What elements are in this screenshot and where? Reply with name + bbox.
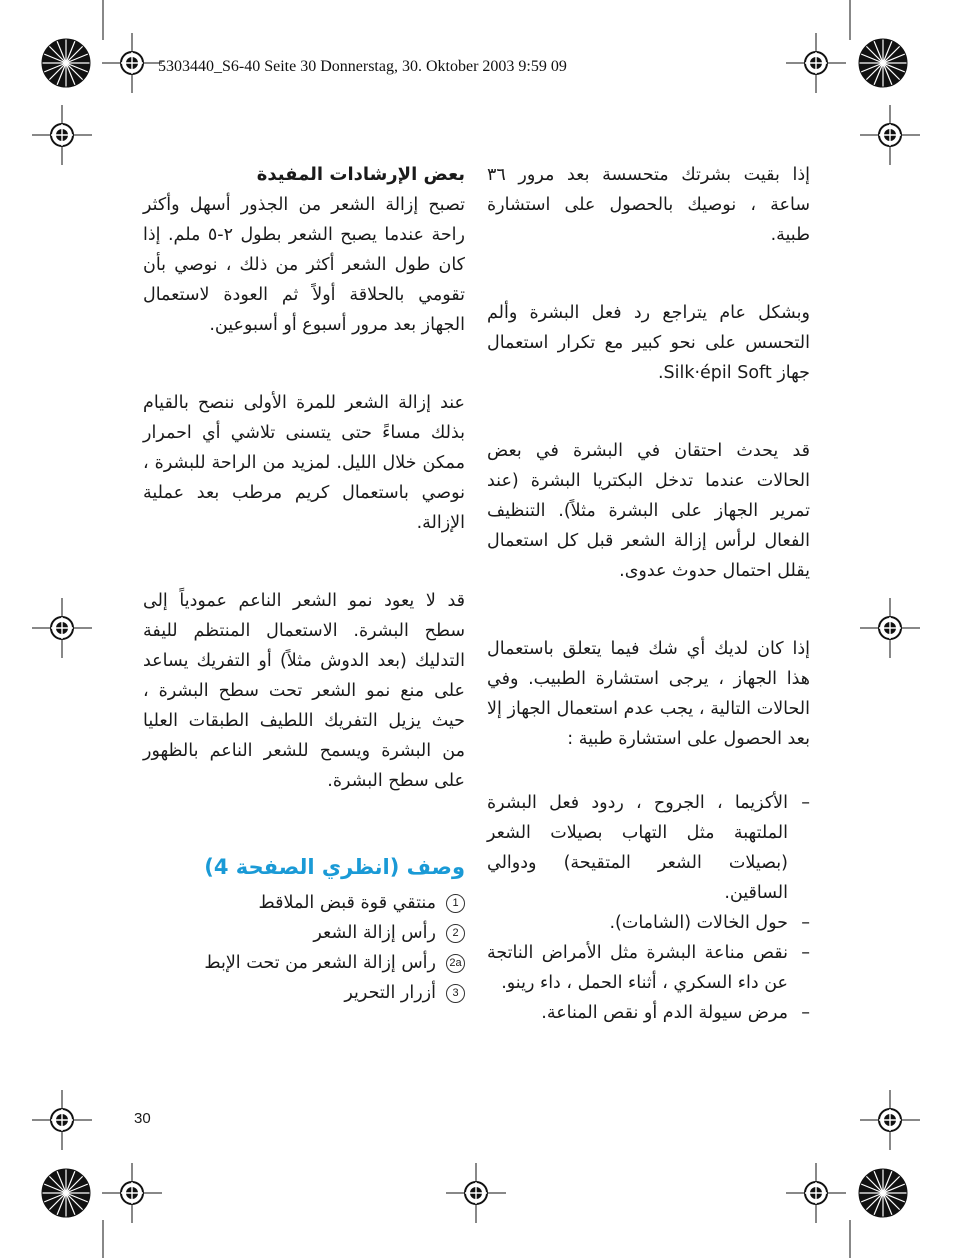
tips-heading: بعض الإرشادات المفيدة bbox=[256, 164, 465, 185]
infection-paragraph: قد يحدث احتقان في البشرة في بعض الحالات عندما تدخل البكتريا البشرة (عند تمرير الجهاز على البشرة مثلاً). التنظيف الفعال لرأس إزالة الشعر قبل كل استعمال يقلل احتمال حدوث عدوى. bbox=[487, 441, 810, 581]
corner-starburst-icon bbox=[859, 1169, 907, 1217]
consult-doctor-paragraph: إذا كان لديك أي شك فيما يتعلق باستعمال هذا الجهاز ، يرجى استشارة الطبيب. وفي الحالات التالية ، يجب عدم استعمال الجهاز إلا بعد الحصول على استشارة طبية : bbox=[487, 639, 810, 749]
corner-starburst-icon bbox=[859, 39, 907, 87]
crosshair-icon bbox=[446, 1163, 506, 1223]
crosshair-icon bbox=[32, 1090, 92, 1150]
list-item bbox=[143, 948, 465, 978]
crosshair-icon bbox=[102, 1163, 162, 1223]
print-header: 5303440_S6-40 Seite 30 Donnerstag, 30. Oktober 2003 9:59 09 bbox=[158, 58, 567, 75]
crosshair-icon bbox=[860, 598, 920, 658]
crosshair-icon bbox=[786, 33, 846, 93]
tips-paragraph-hair-length: تصبح إزالة الشعر من الجذور أسهل وأكثر راحة عندما يصبح الشعر بطول ٢-٥ ملم. إذا كان طول الشعر أكثر من ذلك ، نوصي بأن تقومي بالحلاقة أولاً ثم العودة لاستعمال الجهاز بعد مرور أسبوع أو أسبوعين. bbox=[143, 195, 465, 335]
part-number-badge: 2 bbox=[446, 924, 465, 943]
part-label: منتقي قوة قبض الملاقط bbox=[258, 893, 436, 913]
tips-paragraph-first-use: عند إزالة الشعر للمرة الأولى ننصح بالقيام بذلك مساءً حتى يتسنى تلاشي أي احمرار ممكن خلال الليل. لمزيد من الراحة للبشرة ، نوصي باستعمال كريم مرطب بعد عملية الإزالة. bbox=[143, 393, 465, 533]
corner-starburst-icon bbox=[42, 39, 90, 87]
brand-name: Silk·épil Soft bbox=[663, 363, 772, 383]
list-item: – الأكزيما ، الجروح ، ردود فعل البشرة الملتهبة مثل التهاب بصيلات الشعر (بصيلات الشعر المتقيحة) ودوالي الساقين. bbox=[487, 788, 810, 908]
corner-starburst-icon bbox=[42, 1169, 90, 1217]
list-item: – حول الخالات (الشامات). bbox=[487, 908, 810, 938]
part-label: أزرار التحرير bbox=[344, 983, 436, 1003]
part-number-badge: 2a bbox=[446, 954, 465, 973]
part-number-badge: 1 bbox=[446, 894, 465, 913]
crosshair-icon bbox=[786, 1163, 846, 1223]
part-number-badge: 3 bbox=[446, 984, 465, 1003]
left-column bbox=[143, 160, 465, 1008]
crosshair-icon bbox=[32, 598, 92, 658]
tips-paragraph-ingrown-hair: قد لا يعود نمو الشعر الناعم عمودياً إلى سطح البشرة. الاستعمال المنتظم لليفة التدليك (بعد الدوش مثلاً) أو التفريك يساعد على منع نمو الشعر تحت سطح البشرة ، حيث يزيل التفريك اللطيف الطبقات العليا من البشرة ويسمح للشعر الناعم بالظهور على سطح البشرة. bbox=[143, 591, 465, 791]
crosshair-icon bbox=[860, 1090, 920, 1150]
crosshair-icon bbox=[32, 105, 92, 165]
skin-sensitivity-paragraph: إذا بقيت بشرتك متحسسة بعد مرور ٣٦ ساعة ، نوصيك بالحصول على استشارة طبية. bbox=[487, 165, 810, 245]
skin-reaction-text: وبشكل عام يتراجع رد فعل البشرة وألم التحسس على نحو كبير مع تكرار استعمال جهاز bbox=[487, 303, 810, 383]
list-item bbox=[143, 978, 465, 1008]
conditions-list bbox=[487, 788, 810, 1028]
description-heading: وصف (انظري الصفحة 4) bbox=[204, 855, 465, 879]
list-item: – مرض سيولة الدم أو نقص المناعة. bbox=[487, 998, 810, 1028]
part-label: رأس إزالة الشعر bbox=[313, 923, 436, 943]
list-item bbox=[143, 918, 465, 948]
right-column bbox=[487, 160, 810, 1028]
crosshair-icon bbox=[860, 105, 920, 165]
page-number: 30 bbox=[134, 1110, 151, 1127]
parts-list bbox=[143, 888, 465, 1008]
list-item bbox=[143, 888, 465, 918]
list-item: – نقص مناعة البشرة مثل الأمراض الناتجة عن داء السكري ، أثناء الحمل ، داء رينو. bbox=[487, 938, 810, 998]
crosshair-icon bbox=[102, 33, 162, 93]
skin-reaction-paragraph bbox=[487, 298, 810, 388]
skin-reaction-end: . bbox=[657, 363, 664, 383]
part-label: رأس إزالة الشعر من تحت الإبط bbox=[204, 953, 436, 973]
